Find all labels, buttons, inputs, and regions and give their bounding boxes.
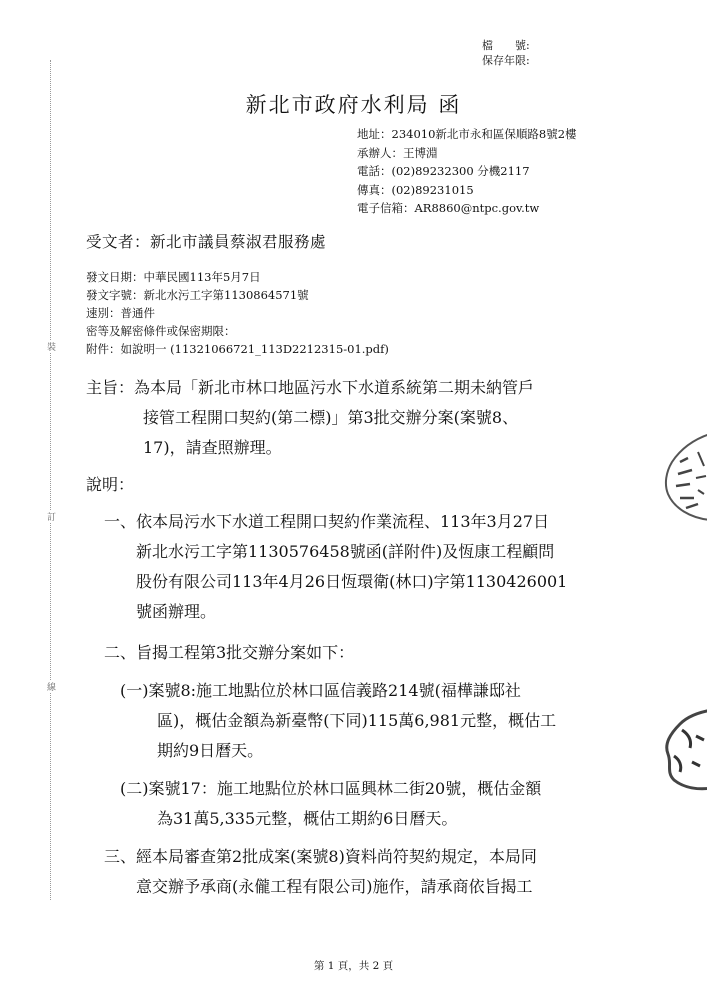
binding-mark-ding: 訂: [47, 510, 56, 523]
attachment-line: 附件：如說明一 (11321066721_113D2212315-01.pdf): [86, 342, 389, 356]
archive-info: [482, 38, 530, 68]
retention-period-label: 保存年限:: [482, 54, 530, 67]
item-2-sub-2-line-2: 為31萬5,335元整，概估工期約6日曆天。: [157, 809, 458, 828]
item-2-heading: 二、旨揭工程第3批交辦分案如下：: [104, 643, 355, 662]
fax-line: 傳真：(02)89231015: [357, 182, 474, 197]
issue-date: 發文日期：中華民國113年5月7日: [86, 270, 261, 284]
item-2-sub-1: [120, 676, 556, 766]
item-2-sub-2: [120, 774, 541, 834]
document-number: 發文字號：新北水污工字第1130864571號: [86, 288, 309, 302]
subject-line-2: 接管工程開口契約(第二標)」第3批交辦分案(案號8、: [143, 408, 519, 427]
subject-block: [86, 373, 534, 463]
contact-block: [357, 125, 577, 218]
subject-line-3: 17)，請查照辦理。: [143, 438, 282, 457]
delivery-speed: 速別：普通件: [86, 306, 155, 320]
item-3: [104, 842, 537, 902]
binding-mark-zhuang: 裝: [47, 340, 56, 353]
subject-line-1: 主旨：為本局「新北市林口地區污水下水道系統第二期未納管戶: [86, 378, 535, 397]
recipient-line: 受文者：新北市議員蔡淑君服務處: [86, 233, 327, 251]
ink-blot-stamp: [652, 706, 707, 791]
item-1-line-2: 新北水污工字第1130576458號函(詳附件)及恆康工程顧問: [136, 542, 555, 561]
explanation-label: 說明：: [86, 475, 135, 494]
item-3-line-1: 三、經本局審查第2批成案(案號8)資料尚符契約規定，本局同: [104, 847, 537, 866]
item-1-line-3: 股份有限公司113年4月26日恆環衛(林口)字第1130426001: [136, 572, 568, 591]
address-line: 地址：234010新北市永和區保順路8號2樓: [357, 127, 577, 141]
secrecy-level: 密等及解密條件或保密期限：: [86, 324, 236, 338]
seal-stamp-partial: [640, 432, 707, 522]
meta-block: [86, 268, 389, 358]
item-1-line-4: 號函辦理。: [136, 602, 217, 621]
binding-mark-xian: 線: [47, 680, 56, 693]
page-footer: 第 1 頁，共 2 頁: [313, 960, 394, 972]
item-2-sub-1-line-3: 期約9日曆天。: [157, 741, 264, 760]
item-2-sub-1-line-2: 區)，概估金額為新臺幣(下同)115萬6,981元整，概估工: [157, 711, 557, 730]
item-2-sub-1-line-1: (一)案號8:施工地點位於林口區信義路214號(福樺謙邸社: [120, 681, 521, 700]
phone-line: 電話：(02)89232300 分機2117: [357, 164, 530, 178]
document-title: 新北市政府水利局 函: [245, 93, 462, 117]
item-1-line-1: 一、依本局污水下水道工程開口契約作業流程、113年3月27日: [104, 512, 550, 531]
handler-line: 承辦人：王博淵: [357, 145, 438, 160]
file-number-label: 檔 號:: [482, 39, 530, 52]
email-line: 電子信箱：AR8860@ntpc.gov.tw: [357, 201, 540, 215]
item-1: [104, 507, 567, 627]
item-2-sub-2-line-1: (二)案號17：施工地點位於林口區興林二街20號，概估金額: [120, 779, 542, 798]
binding-margin-line: [50, 60, 51, 900]
item-3-line-2: 意交辦予承商(永儱工程有限公司)施作，請承商依旨揭工: [136, 877, 533, 896]
